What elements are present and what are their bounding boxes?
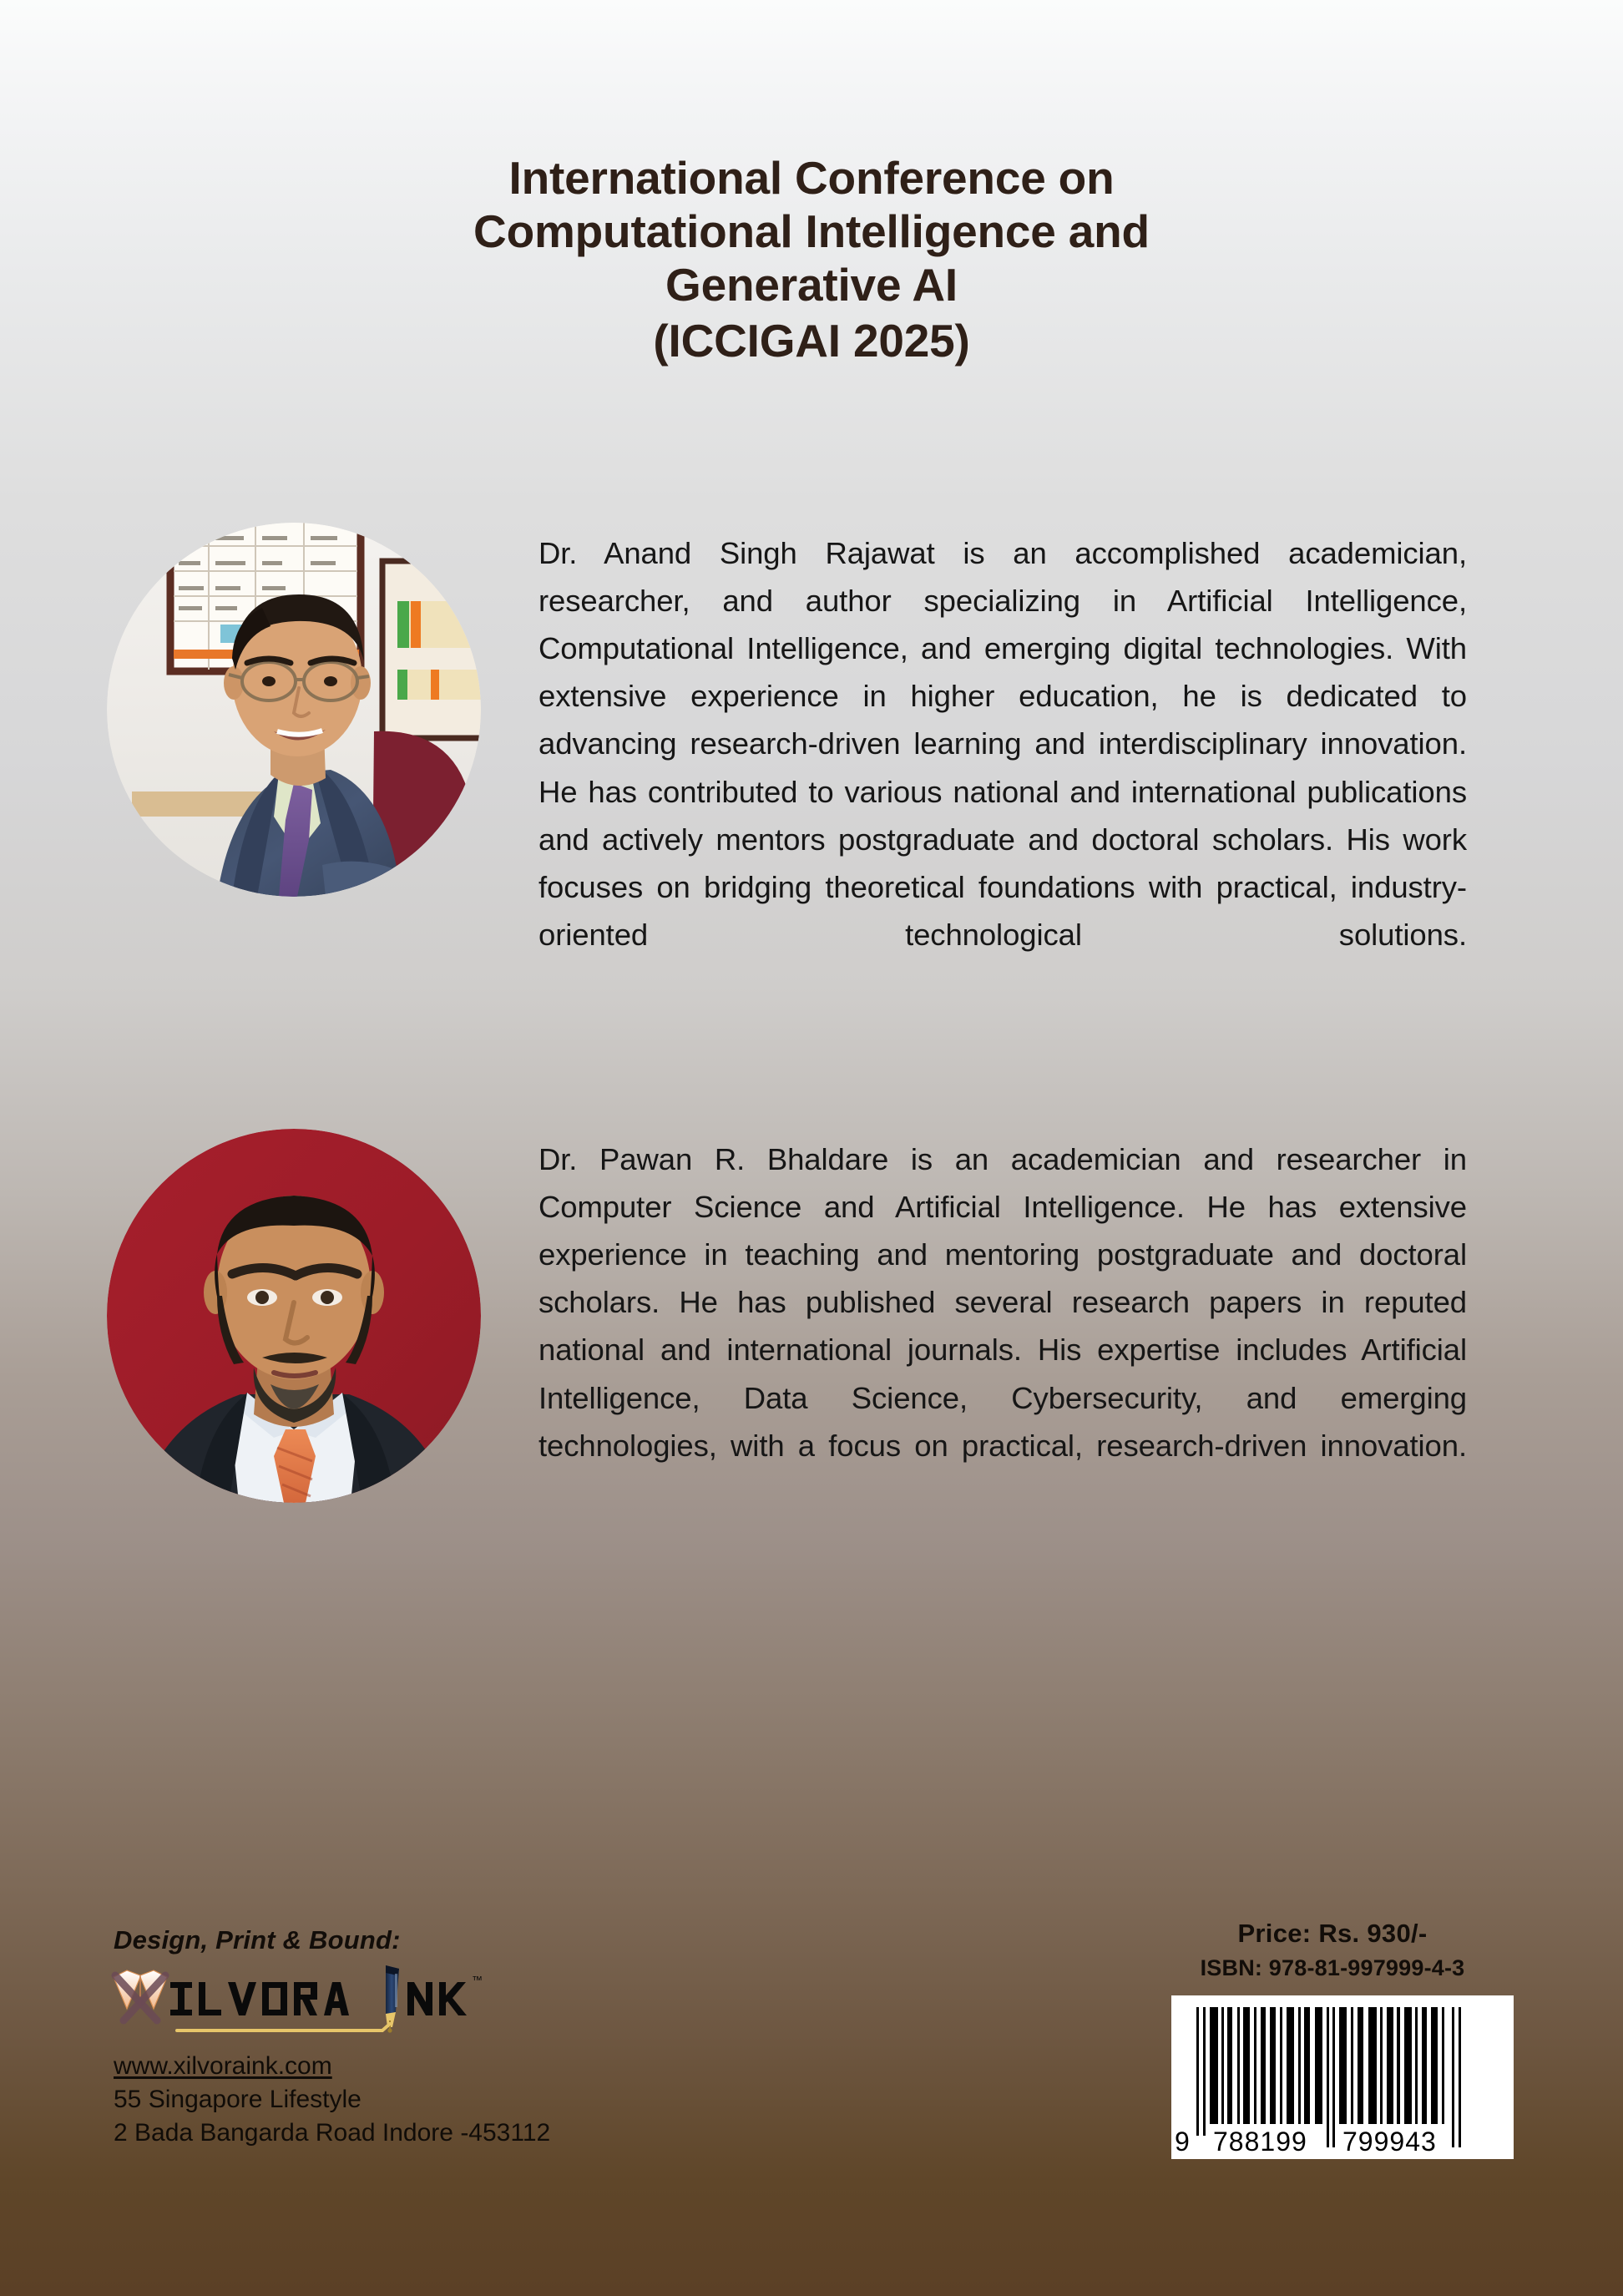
title-line-3: Generative AI: [665, 258, 958, 311]
publisher-block: [114, 1925, 698, 2149]
barcode-left-digit: 9: [1175, 2126, 1190, 2157]
title-line-1: International Conference on: [508, 152, 1115, 204]
price-label: Price: Rs. 930/-: [1237, 1919, 1428, 1948]
title-line-4: (ICCIGAI 2025): [653, 315, 970, 367]
publisher-website-link[interactable]: www.xilvoraink.com: [114, 2052, 332, 2080]
svg-text:™: ™: [472, 1974, 483, 1986]
isbn-label: ISBN: 978-81-997999-4-3: [1200, 1955, 1465, 1981]
author-photo-1: [107, 523, 481, 897]
barcode-group-2: 799943: [1342, 2126, 1437, 2157]
author-bio-1: Dr. Anand Singh Rajawat is an accomplished academician, researcher, and author specializing in Artificial Intelligence, Computational Intelligence, and emerging digital technologies. With extensive experience in higher education, he is dedicated to advancing research-driven learning and interdisciplinary innovation. He has contributed to various national and international publications and actively mentors postgraduate and doctoral scholars. His work focuses on bridging theoretical foundations with practical, industry-oriented technological solutions.: [538, 536, 1467, 952]
publisher-address-line-1: 55 Singapore Lifestyle: [114, 2085, 362, 2113]
barcode-group-1: 788199: [1213, 2126, 1307, 2157]
xilvora-ink-logo: [107, 1964, 488, 2044]
page-title: [0, 152, 1623, 368]
isbn-barcode: [1171, 1995, 1514, 2159]
publisher-address-line-2: 2 Bada Bangarda Road Indore -453112: [114, 2118, 551, 2147]
commerce-block: [1136, 1917, 1529, 2159]
title-line-2: Computational Intelligence and: [473, 205, 1150, 257]
author-bio-2: Dr. Pawan R. Bhaldare is an academician and researcher in Computer Science and Artificial Intelligence. He has extensive experience in teaching and mentoring postgraduate and doctoral scholars. He has published several research papers in reputed national and international journals. His expertise includes Artificial Intelligence, Data Science, Cybersecurity, and emerging technologies, with a focus on practical, research-driven innovation.: [538, 1142, 1467, 1463]
author-photo-2: [107, 1129, 481, 1503]
publisher-heading: Design, Print & Bound:: [114, 1925, 401, 1955]
